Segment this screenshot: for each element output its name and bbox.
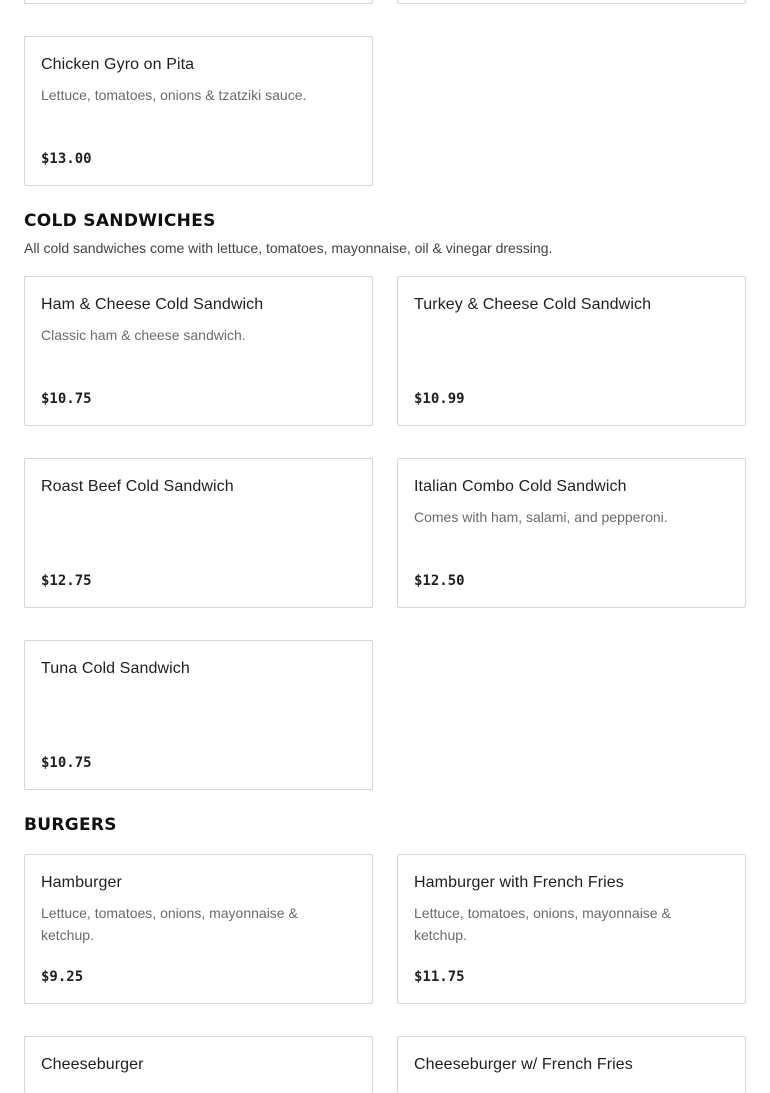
- section-note-cold-sandwiches: All cold sandwiches come with lettuce, tomatoes, mayonnaise, oil & vinegar dressing.: [24, 240, 553, 256]
- menu-item-price: $12.75: [41, 573, 92, 589]
- menu-item-price: $9.25: [41, 969, 84, 985]
- menu-item-price: $13.00: [41, 151, 92, 167]
- menu-item-card-partial-right[interactable]: [397, 0, 746, 4]
- menu-item-card-cheeseburger-fries[interactable]: [397, 1036, 746, 1093]
- menu-item-name: Hamburger: [41, 874, 122, 891]
- menu-item-card-tuna[interactable]: [24, 640, 373, 790]
- menu-item-price: $10.99: [414, 391, 465, 407]
- menu-item-description: Lettuce, tomatoes, onions & tzatziki sauce.: [41, 87, 307, 103]
- menu-item-name: Chicken Gyro on Pita: [41, 56, 195, 73]
- menu-item-description: Lettuce, tomatoes, onions, mayonnaise & ketchup.: [414, 905, 671, 943]
- menu-item-price: $10.75: [41, 391, 92, 407]
- menu-item-card-turkey-cheese[interactable]: [397, 276, 746, 426]
- menu-item-name: Roast Beef Cold Sandwich: [41, 478, 234, 495]
- menu-item-name: Ham & Cheese Cold Sandwich: [41, 296, 264, 313]
- menu-item-price: $12.50: [414, 573, 465, 589]
- menu-item-name: Hamburger with French Fries: [414, 874, 624, 891]
- menu-item-name: Turkey & Cheese Cold Sandwich: [414, 296, 652, 313]
- menu-item-description: Classic ham & cheese sandwich.: [41, 327, 246, 343]
- menu-item-card-roast-beef[interactable]: [24, 458, 373, 608]
- section-title-burgers: BURGERS: [24, 815, 117, 835]
- menu-item-card-hamburger-fries[interactable]: [397, 854, 746, 1004]
- menu-item-name: Italian Combo Cold Sandwich: [414, 478, 627, 495]
- menu-item-card-partial-left[interactable]: [24, 0, 373, 4]
- menu-item-description: Lettuce, tomatoes, onions, mayonnaise & ketchup.: [41, 905, 298, 943]
- menu-item-price: $11.75: [414, 969, 465, 985]
- menu-item-name: Cheeseburger w/ French Fries: [414, 1056, 633, 1073]
- menu-item-card-cheeseburger[interactable]: [24, 1036, 373, 1093]
- menu-item-name: Tuna Cold Sandwich: [41, 660, 190, 677]
- menu-item-card-hamburger[interactable]: [24, 854, 373, 1004]
- menu-item-card-ham-cheese[interactable]: [24, 276, 373, 426]
- menu-item-price: $10.75: [41, 755, 92, 771]
- menu-item-card-italian-combo[interactable]: [397, 458, 746, 608]
- menu-item-card-chicken-gyro[interactable]: [24, 36, 373, 186]
- section-title-cold-sandwiches: COLD SANDWICHES: [24, 211, 216, 231]
- menu-item-name: Cheeseburger: [41, 1056, 144, 1073]
- menu-item-description: Comes with ham, salami, and pepperoni.: [414, 509, 668, 525]
